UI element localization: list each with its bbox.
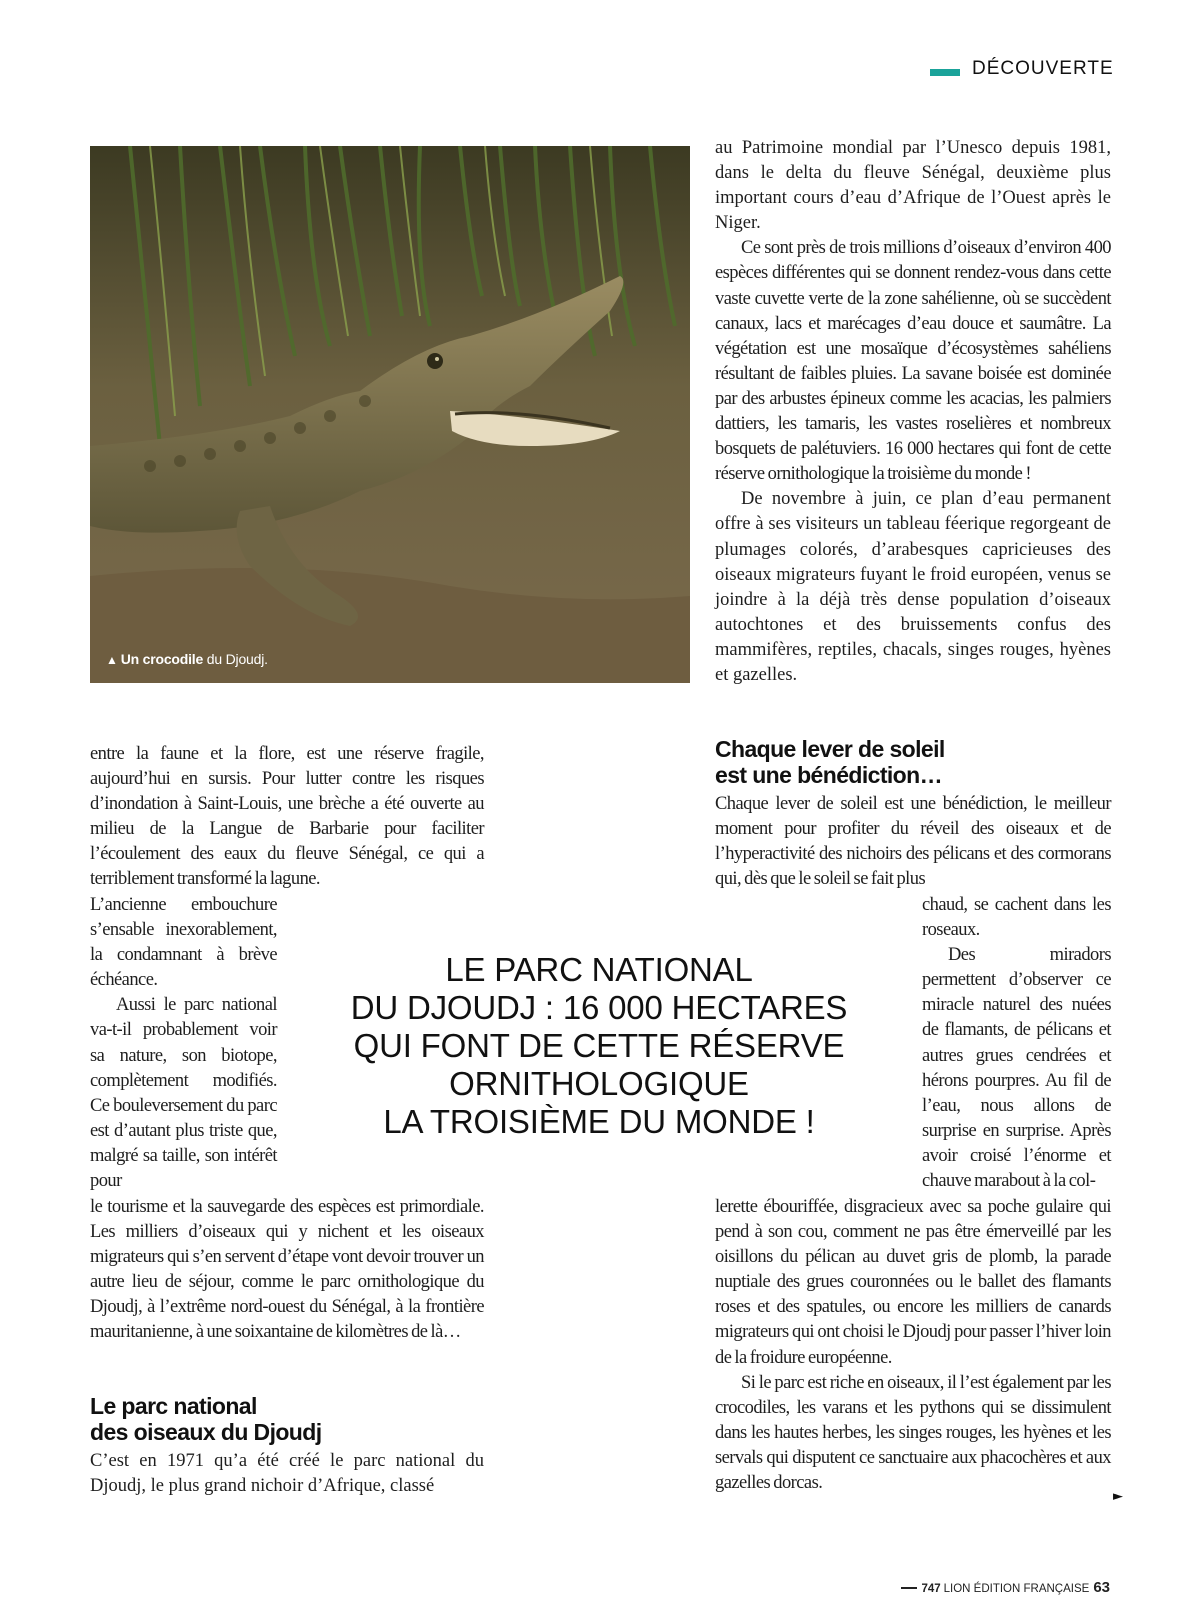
- right-column-mid: [715, 792, 1111, 892]
- pull-quote: [344, 951, 854, 1141]
- right-column-narrow: [922, 893, 1111, 1194]
- right-paragraph-2: Ce sont près de trois millions d’oiseaux d’environ 400 espèces différentes qui se donnent rendez-vous dans cette vaste cuvette verte de la zone sahélienne, où se succèdent canaux, lacs et marécages d’eau douce et saumâtre. La végétation est une mosaïque d’écosystèmes sahéliens résultant de faibles pluies. La savane boisée est dominée par des arbustes épineux comme les acacias, les palmiers dattiers, les tamaris, les vastes roselières et nombreux bosquets de palétuviers. 16 000 hectares qui font de cette réserve ornithologique la troisième du monde !: [715, 238, 1111, 485]
- pull-quote-line4: ORNITHOLOGIQUE: [449, 1065, 749, 1102]
- crocodile-illustration: [90, 146, 690, 683]
- section-label: DÉCOUVERTE: [972, 58, 1114, 79]
- right-column-bottom: [715, 1195, 1111, 1496]
- right-narrow-p1: chaud, se cachent dans les roseaux.: [922, 895, 1111, 941]
- right-paragraph-1: au Patrimoine mondial par l’Unesco depuis 1981, dans le delta du fleuve Sénégal, deuxième plus important cours d’eau d’Afrique de l’Ouest après le Niger.: [715, 138, 1111, 234]
- section-header: [930, 56, 1114, 82]
- right-narrow-p2: Des miradors permettent d’observer ce miracle naturel des nuées de flamants, de pélicans et autres grues cendrées et hérons pourpres. Au fil de l’eau, nous allons de surprise en surprise. Après avoir croisé l’énorme et chauve marabout à la col-: [922, 945, 1111, 1192]
- left-narrow-p2: Aussi le parc national va-t-il probablement voir sa nature, son biotope, complètement modifiés. Ce bouleversement du parc est d’autant plus triste que, malgré sa taille, son intérêt pour: [90, 995, 277, 1192]
- left-column-narrow: [90, 893, 277, 1194]
- left-column-last: [90, 1449, 484, 1499]
- section-accent-bar: [930, 69, 960, 76]
- pull-quote-line2: DU DJOUDJ : 16 000 HECTARES: [350, 989, 848, 1026]
- page-footer: [901, 1579, 1110, 1596]
- photo-caption: [106, 651, 268, 667]
- pull-quote-line5: LA TROISIÈME DU MONDE !: [383, 1103, 815, 1140]
- caption-triangle-icon: ▲: [106, 653, 118, 667]
- left-bottom-paragraph: le tourisme et la sauvegarde des espèces est primordiale. Les milliers d’oiseaux qui y nichent et les oiseaux migrateurs qui s’en servent d’étape vont devoir trouver un autre lieu de séjour, comme le parc ornithologique du Djoudj, à l’extrême nord-ouest du Sénégal, à la frontière mauritanienne, à une soixantaine de kilomètres de là…: [90, 1197, 484, 1343]
- right-bottom-p1: lerette ébouriffée, disgracieux avec sa poche gulaire qui pend à son cou, comment ne pas être émerveillé par les oisillons du pélican au duvet gris de plomb, la parade nuptiale des grues couronnées ou le ballet des flamants roses et des spatules, ou encore les milliers de canards migrateurs qui ont choisi le Djoudj pour passer l’hiver loin de la froidure européenne.: [715, 1197, 1111, 1368]
- right-mid-paragraph: Chaque lever de soleil est une bénédiction, le meilleur moment pour profiter du réveil des oiseaux et de l’hyperactivité des nichoirs des pélicans et des cormorans qui, dès que le soleil se fait plus: [715, 794, 1111, 890]
- caption-strong: Un crocodile: [120, 651, 204, 667]
- caption-rest: du Djoudj.: [203, 651, 268, 667]
- left-headline-line1: Le parc national: [90, 1393, 257, 1419]
- left-column-top: [90, 742, 484, 893]
- left-headline-line2: des oiseaux du Djoudj: [90, 1419, 322, 1445]
- right-bottom-p2: Si le parc est riche en oiseaux, il l’est également par les crocodiles, les varans et les pythons qui se dissimulent dans les hautes herbes, les singes rouges, les hyènes et les servals qui disputent ce sanctuaire aux phacochères et aux gazelles dorcas.: [715, 1372, 1111, 1494]
- footer-dash: [901, 1587, 917, 1589]
- right-headline-line2: est une bénédiction…: [715, 762, 942, 788]
- crocodile-photo: [90, 146, 690, 683]
- left-column-bottom: [90, 1195, 484, 1346]
- right-headline: [715, 736, 1111, 788]
- pull-quote-line1: LE PARC NATIONAL: [445, 951, 753, 988]
- left-top-paragraph: entre la faune et la flore, est une réserve fragile, aujourd’hui en sursis. Pour lutter contre les risques d’inondation à Saint-Louis, une brèche a été ouverte au milieu de la Langue de Barbarie pour faciliter l’écoulement des eaux du fleuve Sénégal, ce qui a terriblement transformé la lagune.: [90, 744, 484, 890]
- footer-publication: LION ÉDITION FRANÇAISE: [943, 1583, 1090, 1595]
- right-column-top: [715, 136, 1111, 688]
- footer-issue: 747: [921, 1583, 941, 1595]
- continue-arrow-icon: ►: [1113, 1489, 1123, 1504]
- left-narrow-p1: L’ancienne embouchure s’ensable inexorablement, la condamnant à brève échéance.: [90, 895, 277, 991]
- right-paragraph-3: De novembre à juin, ce plan d’eau permanent offre à ses visiteurs un tableau féerique regorgeant de plumages colorés, d’arabesques capricieuses des oiseaux migrateurs fuyant le froid européen, venus se joindre à la déjà très dense population d’oiseaux autochtones et des bruissements confus des mammifères, reptiles, chacals, singes rouges, hyènes et gazelles.: [715, 489, 1111, 685]
- left-last-paragraph: C’est en 1971 qu’a été créé le parc national du Djoudj, le plus grand nichoir d’Afrique, classé: [90, 1451, 484, 1497]
- right-headline-line1: Chaque lever de soleil: [715, 736, 945, 762]
- left-headline: [90, 1393, 484, 1445]
- page-number: 63: [1093, 1579, 1110, 1596]
- pull-quote-line3: QUI FONT DE CETTE RÉSERVE: [353, 1027, 845, 1064]
